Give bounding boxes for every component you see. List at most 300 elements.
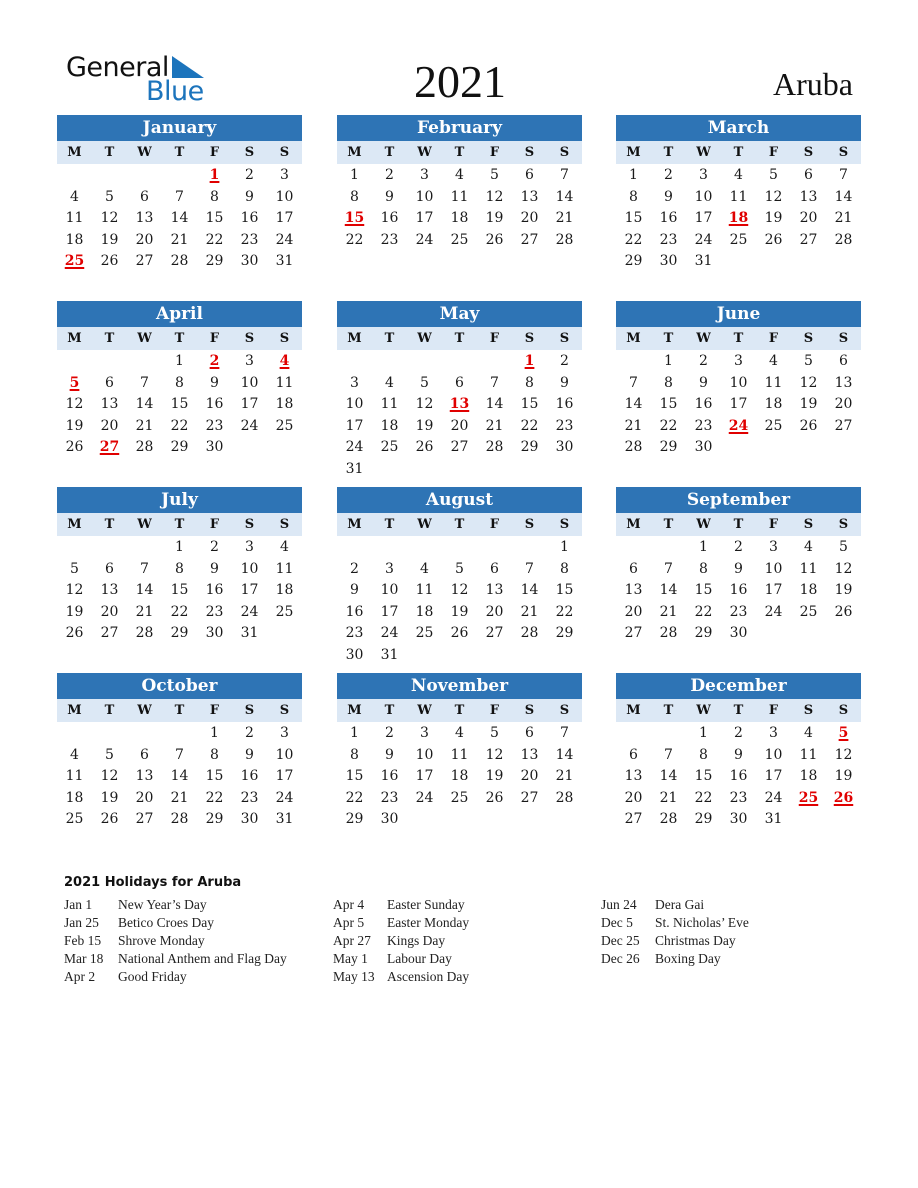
date-cell: 16	[380, 210, 399, 227]
weekday-label: S	[838, 331, 849, 346]
weekday-label: F	[209, 517, 220, 532]
date-cell: 21	[485, 417, 504, 434]
holiday-date: 26	[833, 789, 854, 806]
date-cell: 3	[280, 167, 289, 183]
date-cell: 28	[520, 625, 539, 642]
date-cell: 16	[659, 210, 678, 227]
empty-cell	[92, 723, 127, 745]
date-cell: 31	[240, 625, 259, 642]
holiday-name: Christmas Day	[655, 933, 736, 948]
date-cell: 14	[555, 188, 574, 205]
date-cell: 23	[555, 417, 574, 434]
date-cell: 16	[345, 603, 364, 620]
date-cell: 11	[799, 746, 818, 763]
date-cell: 23	[240, 789, 259, 806]
date-cell: 15	[205, 768, 224, 785]
holiday-name: Easter Sunday	[387, 897, 465, 912]
date-cell: 13	[799, 188, 818, 205]
month-september	[616, 487, 861, 645]
date-cell: 1	[629, 167, 638, 183]
date-cell: 11	[450, 188, 469, 205]
date-cell: 9	[385, 188, 394, 205]
date-cell: 26	[799, 417, 818, 434]
calendar-year: 2021	[414, 56, 506, 107]
weekday-label: T	[104, 703, 115, 718]
date-cell: 4	[455, 167, 464, 183]
date-cell: 23	[205, 417, 224, 434]
date-cell: 2	[385, 725, 394, 741]
logo-word-general: General	[66, 52, 169, 83]
empty-cell	[92, 351, 127, 373]
date-cell: 30	[240, 253, 259, 270]
date-cell: 17	[240, 396, 259, 413]
date-cell: 13	[100, 396, 119, 413]
date-cell: 7	[664, 560, 673, 577]
weekday-label: T	[454, 145, 465, 160]
date-cell: 4	[769, 353, 778, 369]
date-cell: 20	[135, 789, 154, 806]
holiday-date: 5	[69, 374, 80, 391]
empty-cell	[616, 351, 651, 373]
date-cell: 9	[350, 582, 359, 599]
date-cell: 17	[240, 582, 259, 599]
weekday-label: M	[626, 517, 641, 532]
month-title: September	[616, 487, 861, 513]
weekday-header-row	[616, 327, 861, 350]
date-cell: 7	[525, 560, 534, 577]
date-cell: 1	[175, 539, 184, 555]
date-cell: 6	[804, 167, 813, 183]
weekday-label: F	[768, 331, 779, 346]
date-cell: 9	[210, 560, 219, 577]
date-cell: 1	[699, 725, 708, 741]
date-cell: 10	[275, 188, 294, 205]
date-cell: 10	[694, 188, 713, 205]
date-cell: 8	[699, 560, 708, 577]
date-cell: 30	[380, 811, 399, 828]
date-cell: 3	[699, 167, 708, 183]
date-cell: 22	[170, 603, 189, 620]
weekday-label: W	[696, 145, 711, 160]
date-cell: 14	[659, 768, 678, 785]
date-cell: 10	[764, 560, 783, 577]
weekday-label: F	[489, 517, 500, 532]
date-cell: 25	[275, 417, 294, 434]
date-cell: 2	[210, 539, 219, 555]
day-grid	[57, 723, 302, 831]
date-cell: 19	[100, 789, 119, 806]
date-cell: 26	[415, 439, 434, 456]
date-cell: 7	[560, 167, 569, 183]
date-cell: 22	[694, 789, 713, 806]
date-cell: 26	[834, 603, 853, 620]
date-cell: 4	[455, 725, 464, 741]
date-cell: 6	[140, 188, 149, 205]
date-cell: 20	[520, 210, 539, 227]
empty-cell	[127, 351, 162, 373]
date-cell: 5	[804, 353, 813, 369]
empty-cell	[512, 537, 547, 559]
holiday-item	[333, 914, 469, 932]
day-grid	[616, 723, 861, 831]
holiday-name: Dera Gai	[655, 897, 705, 912]
date-cell: 15	[694, 768, 713, 785]
date-cell: 6	[105, 560, 114, 577]
date-cell: 16	[555, 396, 574, 413]
weekday-label: T	[174, 331, 185, 346]
date-cell: 23	[729, 603, 748, 620]
date-cell: 4	[70, 188, 79, 205]
date-cell: 3	[245, 539, 254, 555]
weekday-label: T	[733, 331, 744, 346]
date-cell: 24	[240, 417, 259, 434]
date-cell: 28	[135, 625, 154, 642]
date-cell: 10	[380, 582, 399, 599]
empty-cell	[162, 165, 197, 187]
holiday-list-title: 2021 Holidays for Aruba	[64, 875, 242, 890]
date-cell: 21	[135, 603, 154, 620]
month-title: March	[616, 115, 861, 141]
empty-cell	[442, 537, 477, 559]
date-cell: 5	[839, 539, 848, 555]
date-cell: 9	[734, 560, 743, 577]
date-cell: 2	[699, 353, 708, 369]
holiday-name: Easter Monday	[387, 915, 470, 930]
date-cell: 6	[525, 167, 534, 183]
date-cell: 20	[135, 231, 154, 248]
date-cell: 17	[729, 396, 748, 413]
holiday-name: National Anthem and Flag Day	[118, 951, 287, 966]
weekday-label: T	[663, 703, 674, 718]
date-cell: 16	[380, 768, 399, 785]
weekday-label: M	[626, 145, 641, 160]
date-cell: 21	[520, 603, 539, 620]
date-cell: 18	[275, 582, 294, 599]
date-cell: 20	[100, 417, 119, 434]
empty-cell	[372, 537, 407, 559]
weekday-header-row	[337, 513, 582, 536]
holiday-item	[333, 968, 469, 986]
month-august	[337, 487, 582, 667]
date-cell: 3	[769, 725, 778, 741]
holiday-date: 1	[524, 353, 535, 369]
weekday-label: S	[244, 517, 255, 532]
date-cell: 5	[769, 167, 778, 183]
weekday-label: T	[174, 145, 185, 160]
date-cell: 17	[380, 603, 399, 620]
date-cell: 22	[694, 603, 713, 620]
date-cell: 18	[65, 231, 84, 248]
date-cell: 19	[764, 210, 783, 227]
weekday-label: W	[417, 703, 432, 718]
date-cell: 13	[834, 374, 853, 391]
weekday-label: M	[626, 703, 641, 718]
date-cell: 31	[275, 811, 294, 828]
date-cell: 29	[624, 253, 643, 270]
logo-triangle-icon	[172, 56, 204, 78]
date-cell: 4	[420, 560, 429, 577]
date-cell: 7	[140, 374, 149, 391]
date-cell: 21	[555, 210, 574, 227]
weekday-label: S	[524, 145, 535, 160]
weekday-label: T	[104, 517, 115, 532]
weekday-label: S	[244, 145, 255, 160]
date-cell: 26	[100, 811, 119, 828]
date-cell: 27	[100, 625, 119, 642]
month-title: April	[57, 301, 302, 327]
holiday-date-label: Dec 26	[601, 951, 640, 966]
weekday-label: F	[209, 145, 220, 160]
date-cell: 16	[205, 396, 224, 413]
weekday-label: S	[244, 703, 255, 718]
date-cell: 10	[415, 188, 434, 205]
date-cell: 7	[175, 746, 184, 763]
date-cell: 15	[659, 396, 678, 413]
date-cell: 24	[764, 603, 783, 620]
weekday-label: M	[67, 331, 82, 346]
date-cell: 5	[105, 188, 114, 205]
date-cell: 17	[764, 582, 783, 599]
date-cell: 22	[555, 603, 574, 620]
date-cell: 6	[105, 374, 114, 391]
weekday-header-row	[337, 699, 582, 722]
holiday-name: Ascension Day	[387, 969, 470, 984]
date-cell: 20	[624, 603, 643, 620]
date-cell: 1	[175, 353, 184, 369]
date-cell: 18	[380, 417, 399, 434]
month-title: July	[57, 487, 302, 513]
date-cell: 26	[764, 231, 783, 248]
date-cell: 28	[170, 811, 189, 828]
date-cell: 23	[380, 231, 399, 248]
holiday-item	[64, 950, 287, 968]
date-cell: 24	[345, 439, 364, 456]
weekday-label: F	[209, 331, 220, 346]
date-cell: 14	[485, 396, 504, 413]
date-cell: 18	[799, 582, 818, 599]
date-cell: 22	[624, 231, 643, 248]
date-cell: 9	[560, 374, 569, 391]
weekday-label: T	[454, 331, 465, 346]
date-cell: 15	[624, 210, 643, 227]
weekday-header-row	[337, 327, 582, 350]
empty-cell	[57, 165, 92, 187]
date-cell: 4	[280, 539, 289, 555]
date-cell: 5	[455, 560, 464, 577]
holiday-date: 5	[838, 725, 849, 741]
weekday-label: M	[67, 517, 82, 532]
date-cell: 8	[699, 746, 708, 763]
day-grid	[337, 351, 582, 481]
date-cell: 8	[350, 188, 359, 205]
date-cell: 27	[624, 625, 643, 642]
date-cell: 25	[729, 231, 748, 248]
date-cell: 6	[490, 560, 499, 577]
holiday-name: Labour Day	[387, 951, 452, 966]
date-cell: 20	[520, 768, 539, 785]
weekday-header-row	[616, 513, 861, 536]
holiday-date-label: Apr 27	[333, 933, 371, 948]
date-cell: 22	[205, 789, 224, 806]
empty-cell	[57, 723, 92, 745]
holiday-name: Good Friday	[118, 969, 187, 984]
weekday-label: S	[244, 331, 255, 346]
date-cell: 12	[100, 210, 119, 227]
date-cell: 6	[140, 746, 149, 763]
holiday-date: 13	[449, 396, 470, 413]
weekday-label: T	[384, 517, 395, 532]
holiday-date-label: May 13	[333, 969, 375, 984]
date-cell: 18	[65, 789, 84, 806]
date-cell: 30	[659, 253, 678, 270]
weekday-label: T	[384, 145, 395, 160]
holiday-date-label: Apr 4	[333, 897, 365, 912]
date-cell: 28	[485, 439, 504, 456]
date-cell: 19	[450, 603, 469, 620]
date-cell: 15	[205, 210, 224, 227]
weekday-label: F	[768, 517, 779, 532]
date-cell: 22	[345, 231, 364, 248]
date-cell: 6	[839, 353, 848, 369]
date-cell: 25	[799, 603, 818, 620]
holiday-date: 25	[64, 253, 85, 270]
date-cell: 14	[135, 396, 154, 413]
weekday-label: S	[559, 331, 570, 346]
date-cell: 23	[240, 231, 259, 248]
date-cell: 13	[624, 582, 643, 599]
holiday-item	[64, 914, 287, 932]
holiday-date-label: Dec 5	[601, 915, 633, 930]
date-cell: 24	[275, 231, 294, 248]
date-cell: 11	[450, 746, 469, 763]
empty-cell	[92, 537, 127, 559]
month-december	[616, 673, 861, 831]
weekday-label: S	[559, 517, 570, 532]
date-cell: 11	[729, 188, 748, 205]
empty-cell	[407, 537, 442, 559]
date-cell: 8	[175, 374, 184, 391]
date-cell: 1	[210, 725, 219, 741]
date-cell: 30	[729, 811, 748, 828]
date-cell: 16	[240, 768, 259, 785]
date-cell: 10	[240, 374, 259, 391]
date-cell: 13	[135, 210, 154, 227]
date-cell: 11	[65, 210, 84, 227]
holiday-column	[601, 896, 749, 968]
date-cell: 15	[694, 582, 713, 599]
date-cell: 10	[729, 374, 748, 391]
empty-cell	[92, 165, 127, 187]
date-cell: 27	[624, 811, 643, 828]
holiday-name: Shrove Monday	[118, 933, 205, 948]
date-cell: 1	[699, 539, 708, 555]
weekday-label: T	[174, 703, 185, 718]
date-cell: 6	[525, 725, 534, 741]
date-cell: 4	[804, 539, 813, 555]
date-cell: 1	[560, 539, 569, 555]
date-cell: 12	[65, 396, 84, 413]
date-cell: 11	[764, 374, 783, 391]
weekday-label: T	[663, 145, 674, 160]
empty-cell	[57, 537, 92, 559]
weekday-label: W	[696, 331, 711, 346]
weekday-label: M	[347, 145, 362, 160]
month-title: October	[57, 673, 302, 699]
holiday-item	[333, 950, 469, 968]
holiday-item	[601, 914, 749, 932]
weekday-label: S	[838, 703, 849, 718]
date-cell: 23	[659, 231, 678, 248]
date-cell: 28	[834, 231, 853, 248]
date-cell: 13	[624, 768, 643, 785]
weekday-label: M	[347, 331, 362, 346]
date-cell: 29	[170, 625, 189, 642]
date-cell: 24	[415, 231, 434, 248]
date-cell: 31	[345, 460, 364, 477]
day-grid	[616, 351, 861, 459]
empty-cell	[57, 351, 92, 373]
weekday-label: M	[67, 145, 82, 160]
date-cell: 26	[65, 439, 84, 456]
date-cell: 8	[525, 374, 534, 391]
weekday-label: S	[803, 145, 814, 160]
date-cell: 11	[275, 374, 294, 391]
date-cell: 25	[764, 417, 783, 434]
date-cell: 23	[205, 603, 224, 620]
date-cell: 5	[490, 167, 499, 183]
weekday-label: F	[768, 145, 779, 160]
date-cell: 7	[560, 725, 569, 741]
date-cell: 12	[834, 746, 853, 763]
date-cell: 6	[629, 746, 638, 763]
date-cell: 13	[520, 188, 539, 205]
weekday-label: F	[489, 331, 500, 346]
empty-cell	[442, 351, 477, 373]
date-cell: 24	[694, 231, 713, 248]
date-cell: 7	[140, 560, 149, 577]
date-cell: 7	[175, 188, 184, 205]
date-cell: 15	[345, 768, 364, 785]
weekday-label: W	[137, 145, 152, 160]
date-cell: 10	[345, 396, 364, 413]
month-title: December	[616, 673, 861, 699]
empty-cell	[127, 723, 162, 745]
date-cell: 22	[170, 417, 189, 434]
weekday-label: S	[524, 703, 535, 718]
empty-cell	[651, 723, 686, 745]
date-cell: 3	[420, 167, 429, 183]
weekday-label: S	[559, 703, 570, 718]
date-cell: 19	[65, 417, 84, 434]
date-cell: 6	[455, 374, 464, 391]
weekday-label: T	[454, 517, 465, 532]
date-cell: 12	[65, 582, 84, 599]
day-grid	[57, 537, 302, 645]
date-cell: 27	[135, 811, 154, 828]
logo-word-blue: Blue	[146, 76, 204, 107]
date-cell: 10	[275, 746, 294, 763]
date-cell: 26	[485, 789, 504, 806]
weekday-header-row	[57, 141, 302, 164]
date-cell: 30	[205, 625, 224, 642]
date-cell: 5	[105, 746, 114, 763]
month-november	[337, 673, 582, 831]
date-cell: 9	[734, 746, 743, 763]
date-cell: 28	[624, 439, 643, 456]
date-cell: 2	[734, 539, 743, 555]
holiday-name: St. Nicholas’ Eve	[655, 915, 749, 930]
weekday-label: S	[279, 331, 290, 346]
